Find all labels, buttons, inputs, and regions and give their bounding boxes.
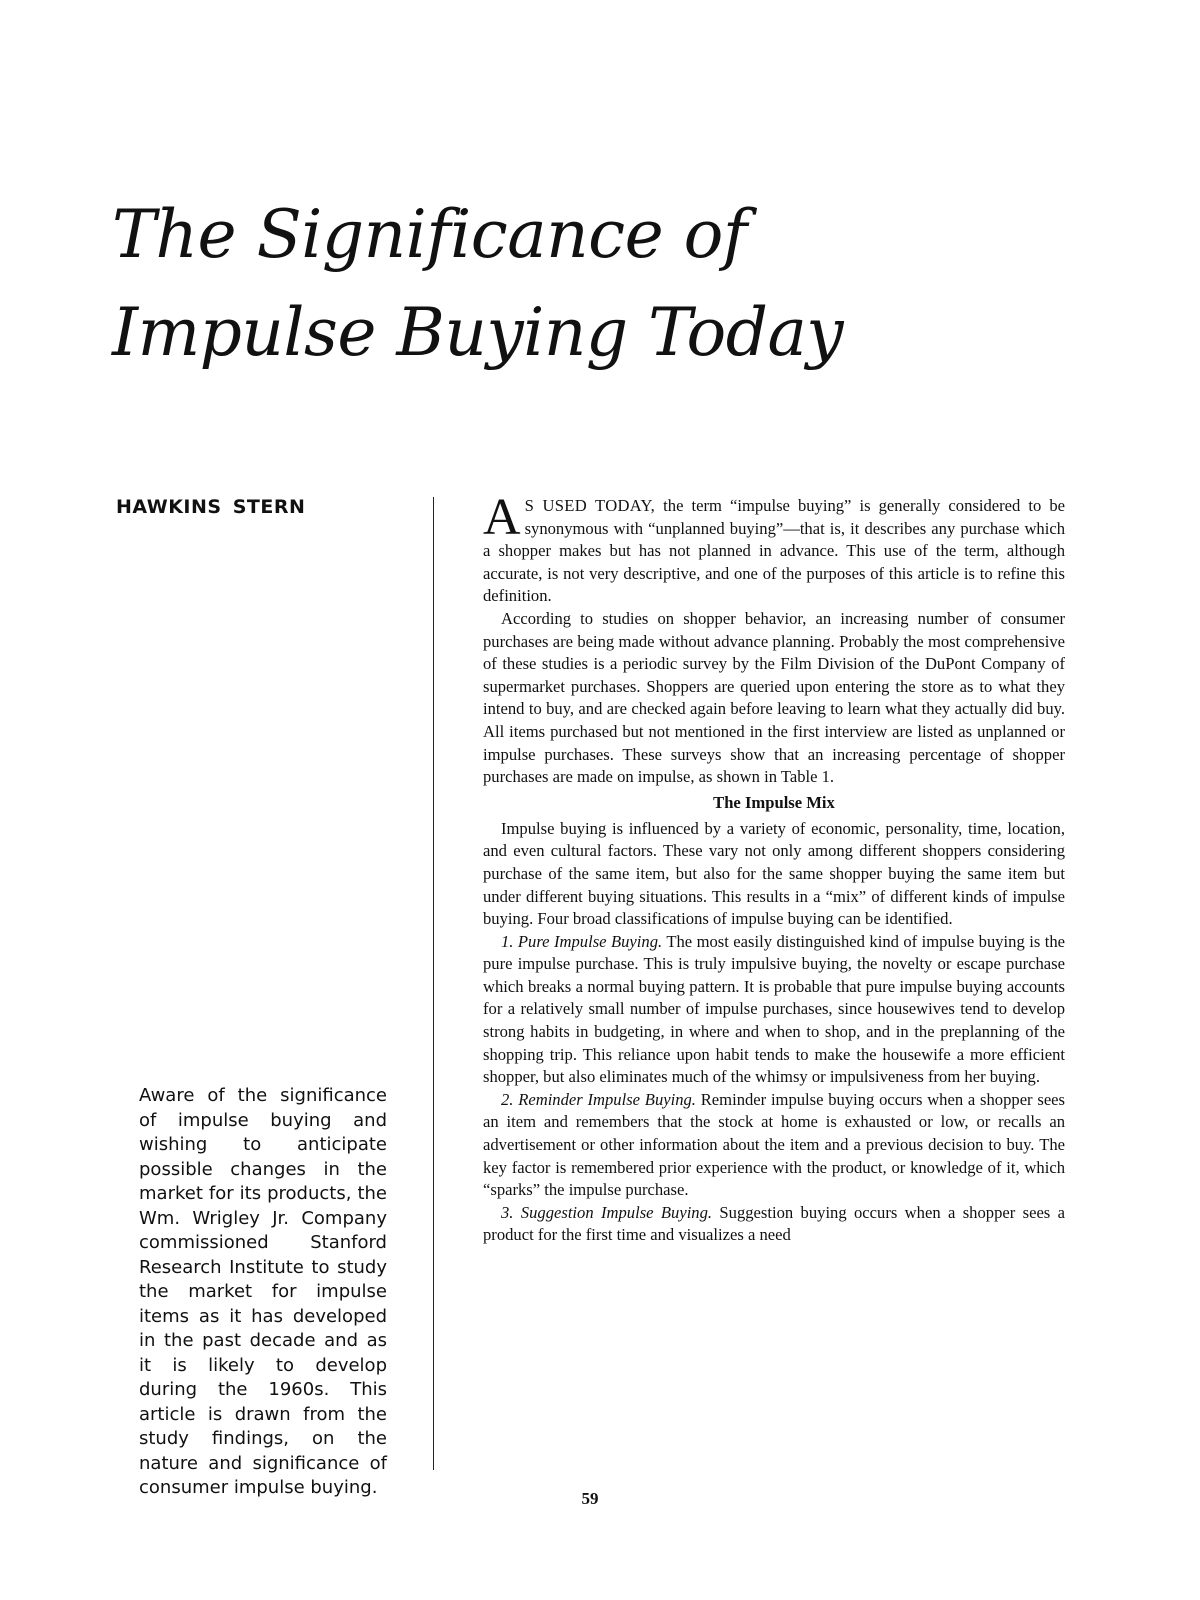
page-number: 59 [581,1489,599,1508]
paragraph-reminder-impulse [483,1089,1065,1202]
reminder-impulse-label: 2. Reminder Impulse Buying. [501,1089,696,1109]
paragraph-impulse-mix: Impulse buying is influenced by a variety of economic, personality, time, location, and even cultural factors. These vary not only among different shoppers considering purchase of the same item, but also for the same shopper buying the same item but under different buying situations. This results in a “mix” of different kinds of impulse buying. Four broad classifications of impulse buying can be identified. [483,818,1065,929]
column-divider [433,497,434,1470]
paragraph-pure-impulse [483,931,1065,1089]
title-line-1: The Significance of [112,196,747,273]
title-line-2: Impulse Buying Today [112,294,844,371]
paragraph-intro [483,489,1065,608]
reminder-impulse-text: Reminder impulse buying occurs when a shopper sees an item and remembers that the stock at home is exhausted or low, or recalls an advertisement or other information about the item and a previous decision to buy. The key factor is remembered prior experience with the product, or knowledge of it, which “sparks” the impulse purchase. [483,1089,1066,1200]
article-body [483,489,1066,1247]
paragraph-suggestion-impulse [483,1202,1065,1247]
pure-impulse-label: 1. Pure Impulse Buying. [501,931,663,951]
pure-impulse-text: The most easily distinguished kind of impulse buying is the pure impulse purchase. This is truly impulsive buying, the novelty or escape purchase which breaks a normal buying pattern. It is probable that pure impulse buying accounts for a relatively small number of impulse purchases, since housewives tend to develop strong habits in budgeting, in where and when to shop, and in the preplanning of the shopping trip. This reliance upon habit tends to make the housewife a more efficient shopper, but also eliminates much of the whimsy or impulsiveness from her buying. [483,931,1066,1087]
author-name: HAWKINS STERN [116,496,306,518]
suggestion-impulse-text: Suggestion buying occurs when a shopper sees a product for the first time and visualizes a need [483,1202,1066,1245]
suggestion-impulse-label: 3. Suggestion Impulse Buying. [501,1202,713,1222]
section-heading: The Impulse Mix [713,792,835,812]
paragraph-studies: According to studies on shopper behavior, an increasing number of consumer purchases are being made without advance planning. Probably the most comprehensive of these studies is a periodic survey by the Film Division of the DuPont Company of supermarket purchases. Shoppers are queried upon entering the store as to what they intend to buy, and are checked again before leaving to learn what they actually did buy. All items purchased but not mentioned in the first interview are listed as unplanned or impulse purchases. These surveys show that an increasing percentage of shopper purchases are made on impulse, as shown in Table 1. [483,608,1065,787]
abstract: Aware of the significance of impulse buying and wishing to anticipate possible changes in the market for its products, the Wm. Wrigley Jr. Company commissioned Stanford Research Institute to study the market for impulse items as it has developed in the past decade and as it is likely to develop during the 1960s. This article is drawn from the study findings, on the nature and significance of consumer impulse buying. [139,1085,387,1498]
drop-cap: A [483,489,521,546]
intro-caps: S USED TODAY, [524,496,656,515]
intro-text: the term “impulse buying” is generally considered to be synonymous with “unplanned buying”—that is, it describes any purchase which a shopper makes but has not planned in advance. This use of the term, although accurate, is not very descriptive, and one of the purposes of this article is to refine this definition. [483,496,1065,606]
article-title [112,186,1012,382]
